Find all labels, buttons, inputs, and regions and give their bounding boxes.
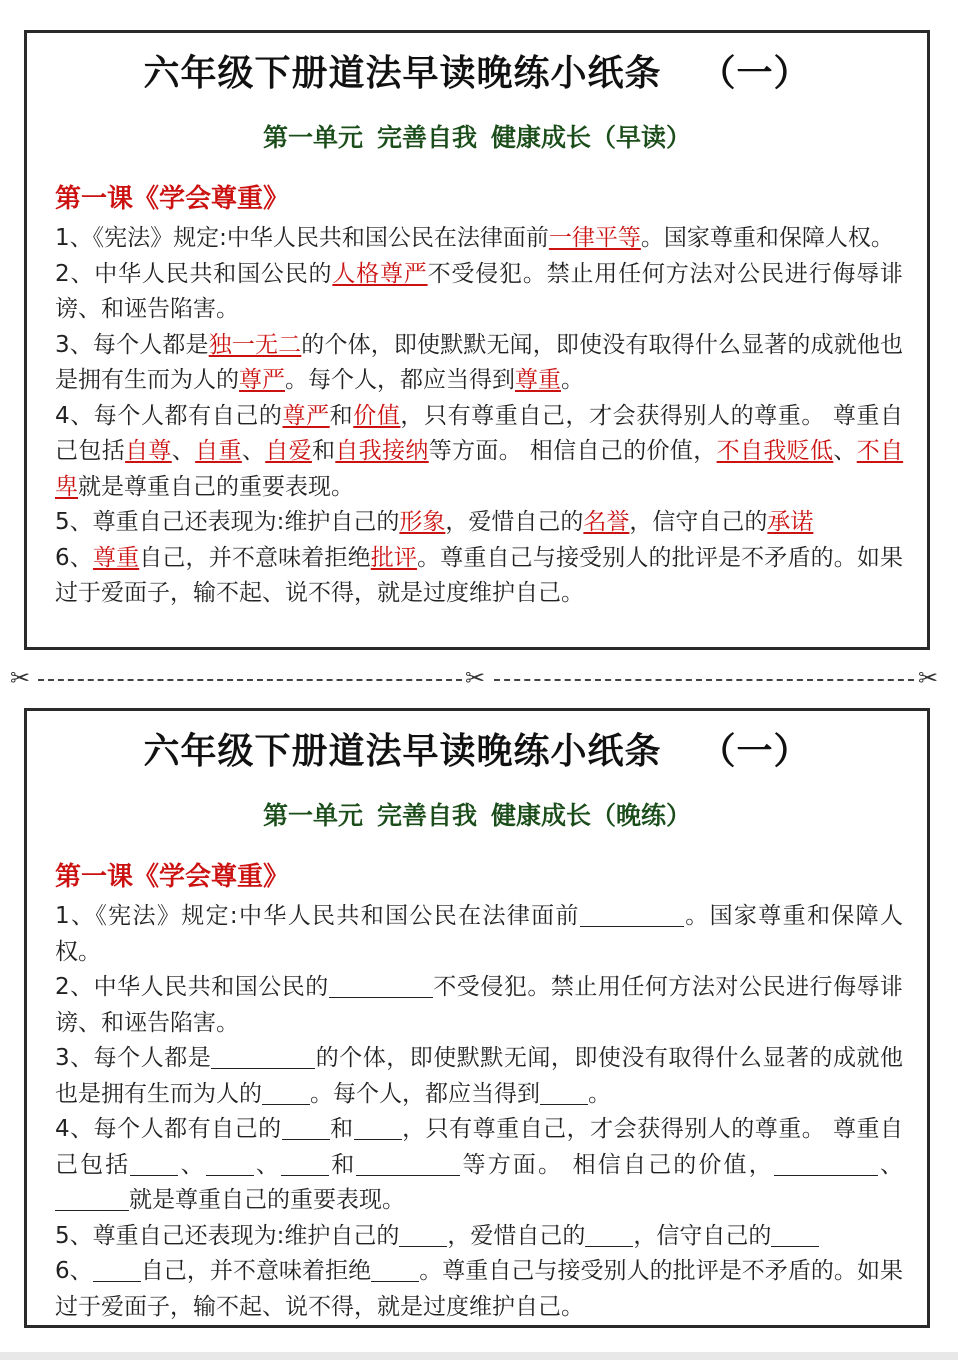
- answer-key: 批评: [370, 544, 418, 571]
- fill-blank[interactable]: [399, 1224, 447, 1247]
- answer-key: 人格尊严: [332, 260, 428, 287]
- card-title: 六年级下册道法早读晚练小纸条 （一）: [143, 53, 811, 94]
- answer-key: 一律平等: [548, 225, 641, 251]
- fill-blank[interactable]: [206, 1153, 254, 1176]
- practice-card: [24, 708, 930, 1328]
- fill-blank[interactable]: [585, 1224, 633, 1247]
- item-1: 1、《宪法》规定:中华人民共和国公民在法律面前 。国家尊重和保障人权。: [55, 903, 903, 965]
- fill-blank[interactable]: [540, 1082, 588, 1105]
- fill-blank[interactable]: [93, 1259, 141, 1282]
- content-body: [55, 899, 903, 1325]
- answer-key: 名誉: [583, 509, 630, 535]
- answer-key: 自我接纳: [335, 438, 429, 464]
- lesson-title: 第一课《学会尊重》: [55, 184, 290, 214]
- item-2: 2、中华人民共和国公民的人格尊严不受侵犯。禁止用任何方法对公民进行侮辱诽谤、和诬告陷害。: [55, 260, 904, 322]
- item-5: 5、尊重自己还表现为:维护自己的形象，爱惜自己的名誉，信守自己的承诺: [55, 509, 814, 535]
- fill-blank[interactable]: [354, 1117, 402, 1140]
- answer-key: 不自卑: [55, 438, 904, 500]
- item-6: 6、 自己，并不意味着拒绝 。尊重自己与接受别人的批评是不矛盾的。如果过于爱面子，输不起、说不得，就是过度维护自己。: [55, 1258, 904, 1320]
- fill-blank[interactable]: [356, 1153, 460, 1176]
- unit-heading: 第一单元 完善自我 健康成长（早读）: [262, 123, 692, 152]
- content-body: [55, 221, 903, 612]
- cut-line: [10, 664, 946, 692]
- answer-key: 尊重: [515, 367, 561, 393]
- answer-key: 自重: [195, 438, 242, 464]
- answer-key: 自爱: [265, 438, 312, 464]
- answer-key: 自尊: [125, 438, 172, 464]
- item-6: 6、尊重自己，并不意味着拒绝批评。尊重自己与接受别人的批评是不矛盾的。如果过于爱面子，输不起、说不得，就是过度维护自己。: [55, 544, 904, 606]
- item-3: 3、每个人都是独一无二的个体，即使默默无闻，即使没有取得什么显著的成就他也是拥有生而为人的尊严。每个人，都应当得到尊重。: [55, 331, 904, 393]
- fill-blank[interactable]: [211, 1046, 315, 1069]
- fill-blank[interactable]: [774, 1153, 878, 1176]
- fill-blank[interactable]: [262, 1082, 310, 1105]
- fill-blank[interactable]: [371, 1259, 419, 1282]
- answer-key: 独一无二: [208, 331, 302, 358]
- answer-key: 形象: [399, 509, 446, 535]
- page-edge: [0, 1352, 958, 1360]
- answer-key: 尊严: [239, 367, 285, 393]
- unit-heading: 第一单元 完善自我 健康成长（晚练）: [262, 801, 692, 830]
- fill-blank[interactable]: [281, 1153, 329, 1176]
- item-3: 3、每个人都是 的个体，即使默默无闻，即使没有取得什么显著的成就他也是拥有生而为人的 。每个人，都应当得到 。: [55, 1045, 903, 1107]
- item-4: 4、每个人都有自己的尊严和价值，只有尊重自己，才会获得别人的尊重。 尊重自己包括自尊、自重、自爱和自我接纳等方面。 相信自己的价值，不自我贬低、不自卑就是尊重自己的重要表现。: [55, 402, 904, 500]
- dashed-divider: [38, 679, 462, 681]
- scissors-icon: ✂: [465, 664, 486, 692]
- dashed-divider: [494, 679, 914, 681]
- fill-blank[interactable]: [329, 975, 433, 998]
- answer-key: 尊重: [92, 544, 140, 571]
- scissors-icon: ✂: [10, 664, 31, 692]
- item-5: 5、尊重自己还表现为:维护自己的 ，爱惜自己的 ，信守自己的: [55, 1219, 903, 1255]
- fill-blank[interactable]: [580, 904, 684, 927]
- answer-key: 承诺: [767, 509, 814, 535]
- fill-blank[interactable]: [130, 1153, 178, 1176]
- answer-key: 尊严: [282, 402, 330, 429]
- item-4: 4、每个人都有自己的 和 ，只有尊重自己，才会获得别人的尊重。 尊重自己包括 、 、 和 等方面。 相信自己的价值， 、就是尊重自己的重要表现。: [55, 1116, 904, 1213]
- reading-card: [24, 30, 930, 650]
- lesson-title: 第一课《学会尊重》: [55, 862, 290, 892]
- answer-key: 不自我贬低: [716, 438, 834, 464]
- fill-blank[interactable]: [55, 1188, 129, 1211]
- item-1: 1、《宪法》规定:中华人民共和国公民在法律面前一律平等。国家尊重和保障人权。: [55, 225, 894, 251]
- answer-key: 价值: [353, 402, 401, 429]
- card-title: 六年级下册道法早读晚练小纸条 （一）: [143, 731, 811, 772]
- fill-blank[interactable]: [771, 1224, 819, 1247]
- item-2: 2、中华人民共和国公民的 不受侵犯。禁止用任何方法对公民进行侮辱诽谤、和诬告陷害。: [55, 974, 904, 1036]
- fill-blank[interactable]: [282, 1117, 330, 1140]
- scissors-icon: ✂: [918, 664, 939, 692]
